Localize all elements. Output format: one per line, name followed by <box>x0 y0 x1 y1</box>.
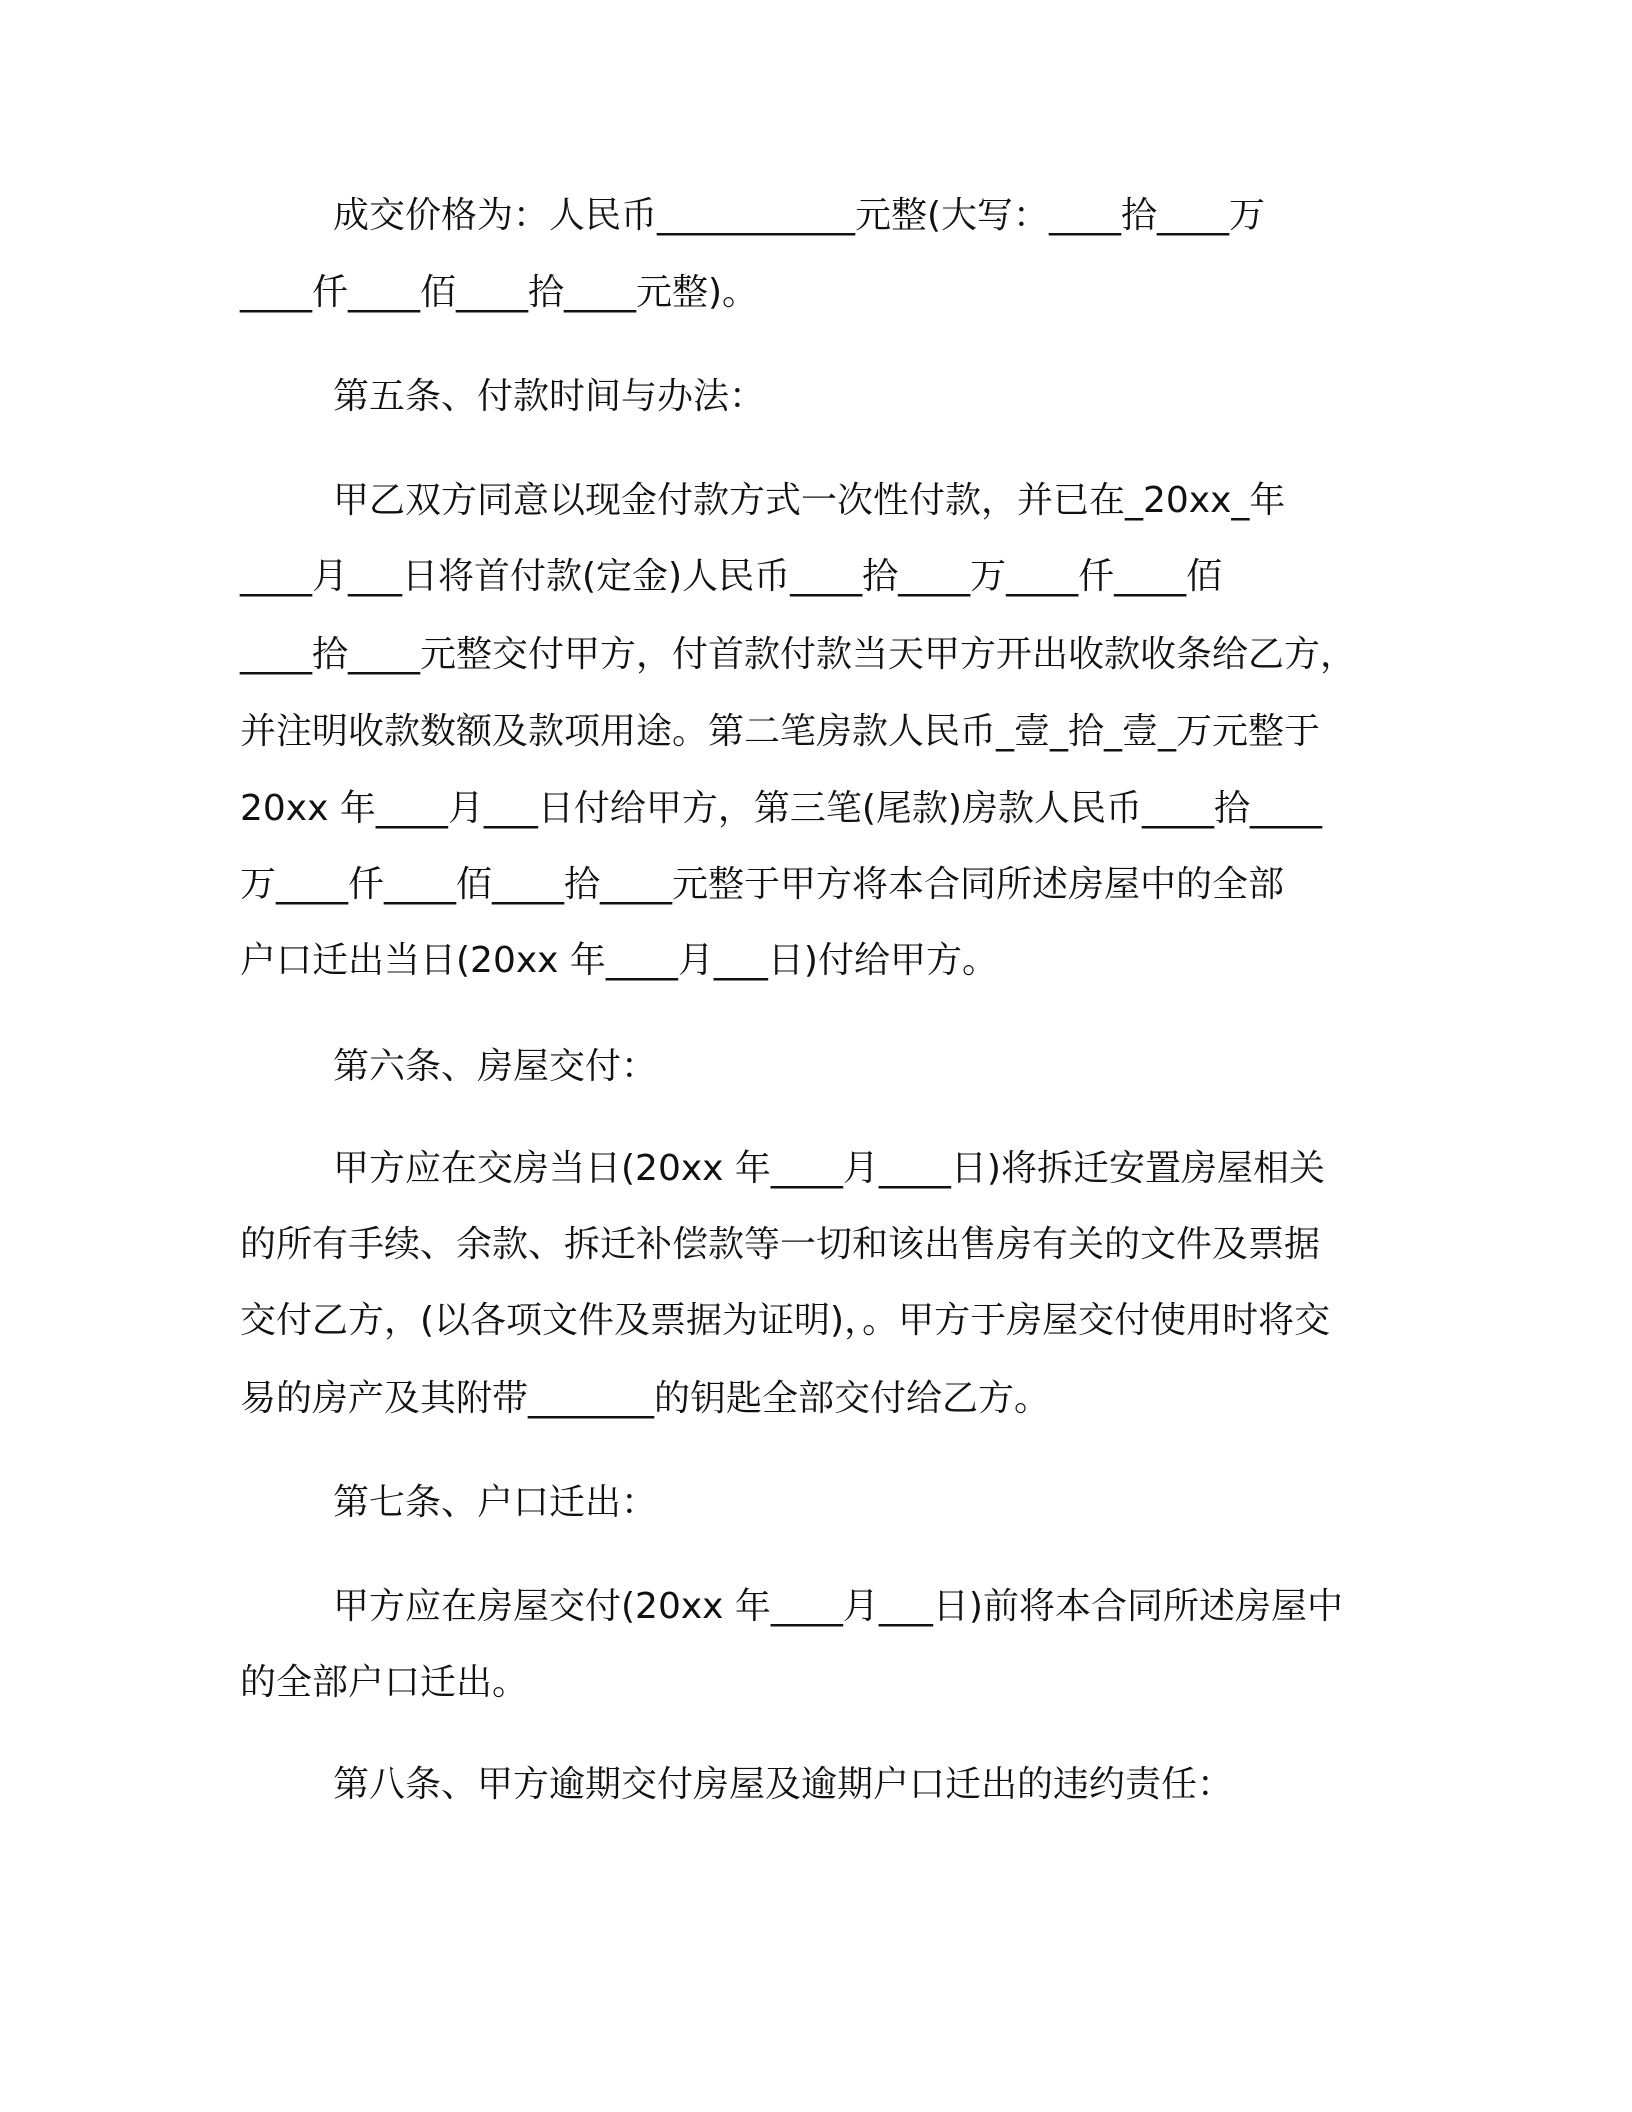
article-6-heading: 第六条、房屋交付： <box>333 1046 658 1087</box>
article-6-body-line: 交付乙方，(以各项文件及票据为证明)，。甲方于房屋交付使用时将交 <box>240 1300 1331 1341</box>
price-line: 成交价格为：人民币___________元整(大写：____拾____万 <box>333 195 1266 236</box>
article-6-body-line: 甲方应在交房当日(20xx 年____月____日)将拆迁安置房屋相关 <box>333 1148 1325 1189</box>
article-6-body-line: 易的房产及其附带_______的钥匙全部交付给乙方。 <box>240 1378 1051 1419</box>
article-5-heading: 第五条、付款时间与办法： <box>333 376 766 417</box>
article-5-body-line: 20xx 年____月___日付给甲方，第三笔(尾款)房款人民币____拾____ <box>240 788 1322 829</box>
article-5-body-line: 户口迁出当日(20xx 年____月___日)付给甲方。 <box>240 940 998 981</box>
article-7-body-line: 甲方应在房屋交付(20xx 年____月___日)前将本合同所述房屋中 <box>333 1586 1343 1627</box>
price-line-continued: ____仟____佰____拾____元整)。 <box>240 272 759 313</box>
article-5-body-line: 甲乙双方同意以现金付款方式一次性付款，并已在_20xx_年 <box>333 480 1286 521</box>
article-5-body-line: 并注明收款数额及款项用途。第二笔房款人民币_壹_拾_壹_万元整于 <box>240 711 1321 752</box>
article-5-body-line: ____月___日将首付款(定金)人民币____拾____万____仟____佰 <box>240 556 1223 597</box>
article-8-heading: 第八条、甲方逾期交付房屋及逾期户口迁出的违约责任： <box>333 1764 1234 1805</box>
article-7-body-line: 的全部户口迁出。 <box>240 1662 529 1703</box>
article-7-heading: 第七条、户口迁出： <box>333 1482 658 1523</box>
article-5-body-line: 万____仟____佰____拾____元整于甲方将本合同所述房屋中的全部 <box>240 864 1285 905</box>
article-6-body-line: 的所有手续、余款、拆迁补偿款等一切和该出售房有关的文件及票据 <box>240 1224 1321 1265</box>
article-5-body-line: ____拾____元整交付甲方，付首款付款当天甲方开出收款收条给乙方， <box>240 634 1357 675</box>
